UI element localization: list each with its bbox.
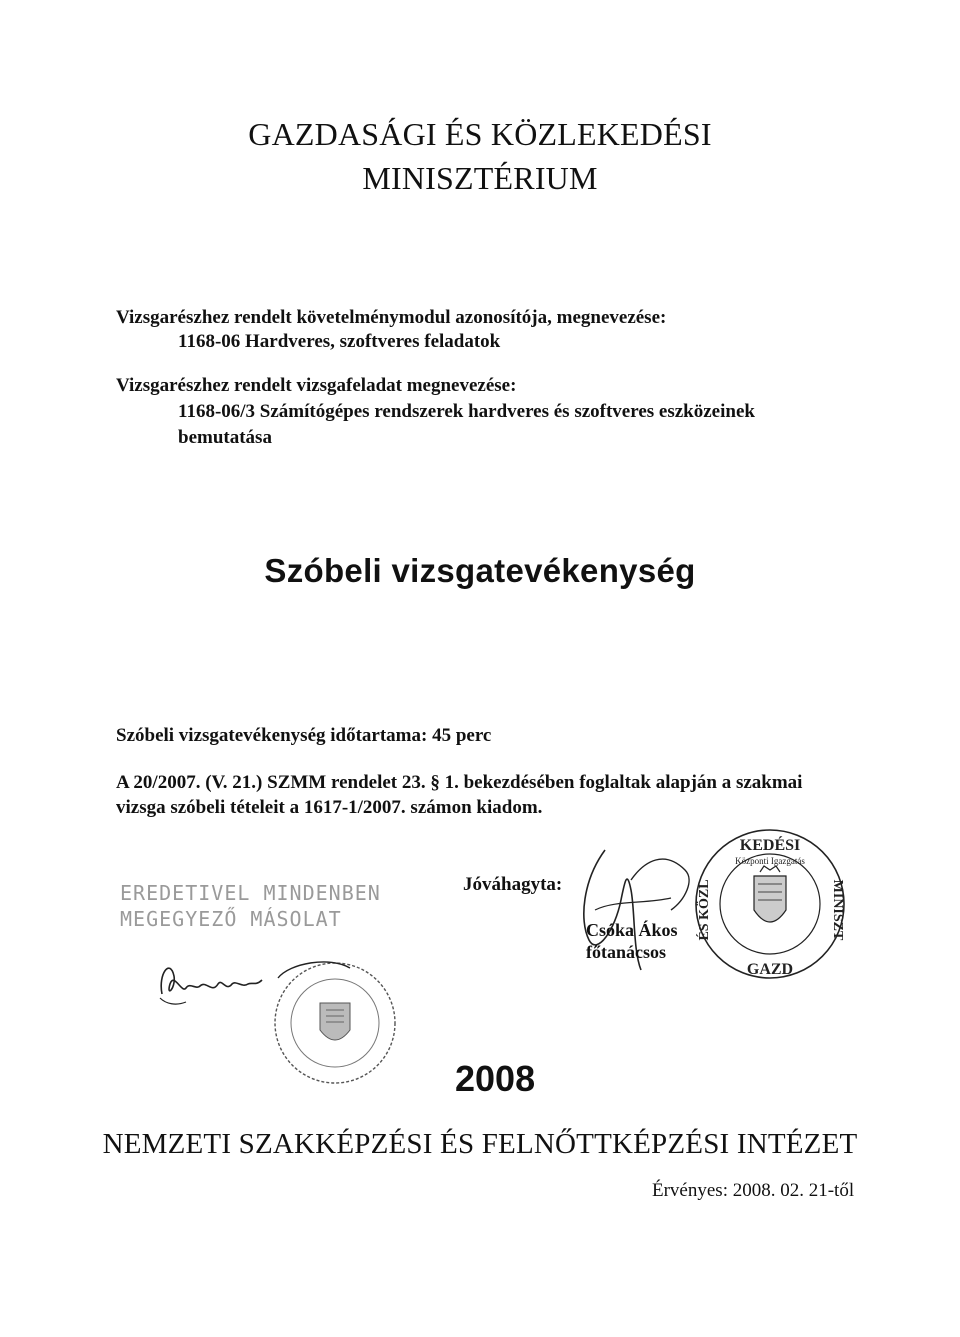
ministry-title — [0, 112, 960, 200]
copy-stamp-line1: EREDETIVEL MINDENBEN — [120, 881, 381, 905]
ministry-title-line1: GAZDASÁGI ÉS KÖZLEKEDÉSI — [248, 116, 712, 152]
svg-text:GAZD: GAZD — [746, 961, 794, 978]
exam-task-label: Vizsgarészhez rendelt vizsgafeladat megnevezése: — [116, 375, 517, 396]
legal-text — [116, 770, 846, 820]
validity-text: Érvényes: 2008. 02. 21-től — [652, 1180, 855, 1201]
copy-stamp-line2: MEGEGYEZŐ MÁSOLAT — [120, 907, 342, 931]
svg-text:ÉS KÖZL: ÉS KÖZL — [697, 879, 712, 941]
approver-title: főtanácsos — [586, 942, 666, 962]
svg-text:KEDÉSI: KEDÉSI — [739, 837, 801, 854]
ministry-title-line2: MINISZTÉRIUM — [362, 160, 598, 196]
svg-text:Központi Igazgatás: Központi Igazgatás — [735, 856, 805, 866]
duration-text: Szóbeli vizsgatevékenység időtartama: 45 perc — [116, 725, 492, 746]
institute-name: NEMZETI SZAKKÉPZÉSI ÉS FELNŐTTKÉPZÉSI INTÉZET — [102, 1128, 858, 1160]
legal-line1: A 20/2007. (V. 21.) SZMM rendelet 23. § 1. bekezdésében foglaltak alapján a szakmai — [116, 772, 803, 793]
exam-task-value: 1168-06/3 Számítógépes rendszerek hardveres és szoftveres eszközeinek — [178, 401, 755, 422]
seal-left-icon — [270, 958, 400, 1088]
approver-name: Csóka Ákos — [586, 920, 678, 940]
approved-by-label: Jóváhagyta: — [463, 874, 563, 895]
section-heading: Szóbeli vizsgatevékenység — [264, 552, 696, 589]
svg-text:MINISZT: MINISZT — [830, 879, 845, 941]
year: 2008 — [455, 1058, 536, 1099]
exam-task-value-cont: bemutatása — [178, 427, 272, 448]
requirement-module-value: 1168-06 Hardveres, szoftveres feladatok — [178, 331, 501, 352]
signature-left-icon — [156, 954, 276, 1014]
copy-stamp — [120, 880, 381, 932]
approver-block — [586, 919, 678, 963]
requirement-module-label: Vizsgarészhez rendelt követelménymodul azonosítója, megnevezése: — [116, 307, 667, 328]
legal-line2: vizsga szóbeli tételeit a 1617-1/2007. számon kiadom. — [116, 797, 543, 818]
seal-right-icon — [690, 824, 850, 984]
